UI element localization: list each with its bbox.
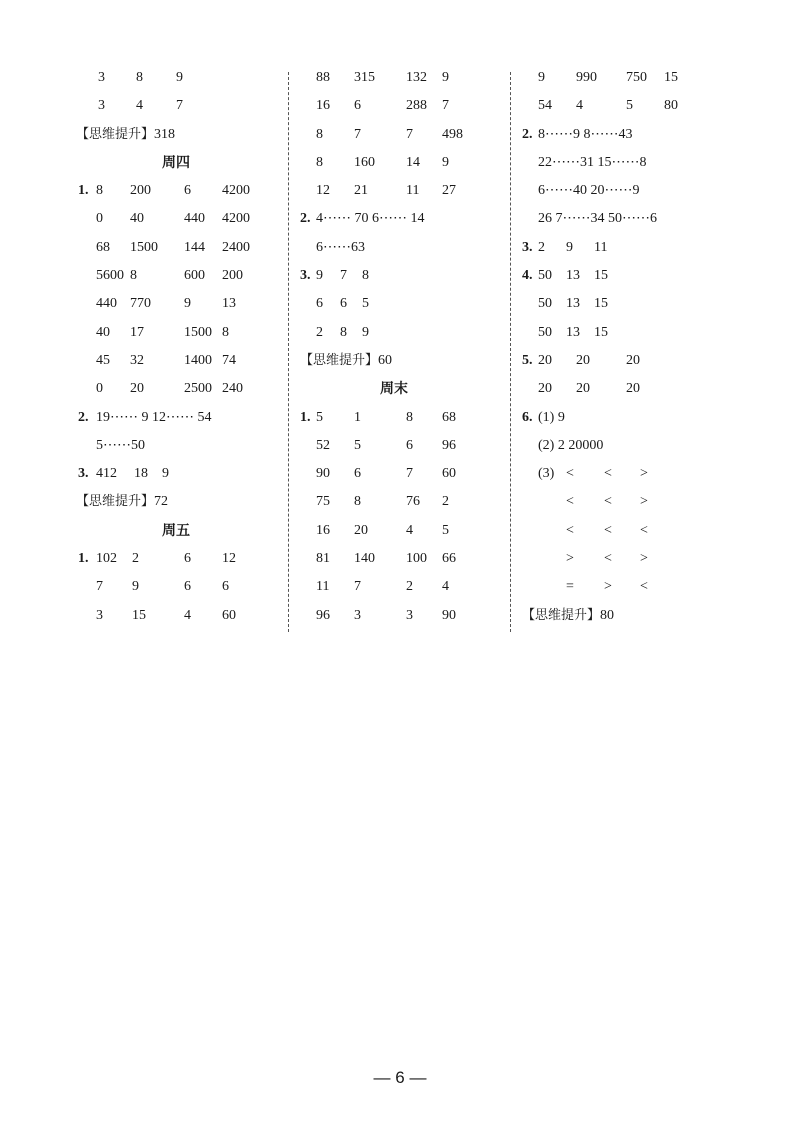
answer-column-1 (76, 64, 276, 630)
answer-row: 81 140 100 66 (316, 551, 456, 567)
answer-column-3 (522, 64, 752, 630)
answer-row: 8 7 7 498 (316, 126, 463, 142)
answer-row: 45 32 1400 74 (96, 352, 236, 368)
question-number: 5. (522, 352, 533, 368)
answer-row: 3 4 7 (98, 98, 183, 114)
question-number: 2. (522, 126, 533, 142)
answer-row: 8 160 14 9 (316, 154, 449, 170)
answer-row: 6⋯⋯63 (316, 239, 365, 255)
answer-row: 7 9 6 6 (96, 579, 229, 595)
column-separator-1 (288, 72, 289, 632)
section-heading-weekend: 周末 (380, 381, 408, 398)
answer-row: 54 4 5 80 (538, 98, 678, 114)
page-number: — 6 — (373, 1068, 427, 1087)
answer-row: 2. 19⋯⋯ 9 12⋯⋯ 54 (76, 404, 276, 432)
question-number: 2. (300, 211, 311, 227)
answer-row: 3 15 4 60 (96, 607, 236, 623)
answer-row: < < < (566, 522, 648, 538)
answer-row: 16 6 288 7 (316, 98, 449, 114)
answer-row: 2. 4⋯⋯ 70 6⋯⋯ 14 (300, 205, 500, 233)
thinking-bonus: 【思维提升】80 (522, 607, 615, 623)
answer-row: 5. 20 20 20 (522, 347, 752, 375)
answer-row: 68 1500 144 2400 (96, 239, 250, 255)
answer-row: 5600 8 600 200 (96, 268, 243, 284)
answer-row: 0 20 2500 240 (96, 381, 243, 397)
answer-row: 3. 9 7 8 (300, 262, 500, 290)
question-number: 6. (522, 409, 533, 425)
section-heading-friday: 周五 (162, 522, 190, 539)
answer-row: 5⋯⋯50 (96, 437, 145, 453)
thinking-bonus: 【思维提升】72 (76, 494, 169, 510)
answer-row: 0 40 440 4200 (96, 211, 250, 227)
answer-row: 50 13 15 (538, 296, 608, 312)
answer-row: 3. 2 9 11 (522, 234, 752, 262)
answer-row: 22⋯⋯31 15⋯⋯8 (538, 154, 647, 170)
answer-row: 88 315 132 9 (316, 70, 449, 85)
answer-row: (2) 2 20000 (538, 437, 604, 453)
answer-row: 96 3 3 90 (316, 607, 456, 623)
answer-row: 3 8 9 (98, 70, 183, 85)
answer-row: 26 7⋯⋯34 50⋯⋯6 (538, 211, 657, 227)
thinking-bonus: 【思维提升】318 (76, 126, 176, 142)
answer-column-2 (300, 64, 500, 630)
question-number: 3. (522, 239, 533, 255)
question-number: 2. (78, 409, 89, 425)
answer-row: 4. 50 13 15 (522, 262, 752, 290)
answer-row: 6. (1) 9 (522, 404, 752, 432)
answer-row: 90 6 7 60 (316, 466, 456, 482)
question-number: 1. (300, 409, 311, 425)
question-number: 3. (78, 466, 89, 482)
answer-row: < < > (566, 494, 648, 510)
answer-row: 20 20 20 (538, 381, 640, 397)
question-number: 1. (78, 551, 89, 567)
answer-row: 16 20 4 5 (316, 522, 449, 538)
answer-row: 12 21 11 27 (316, 183, 456, 199)
answer-row: 11 7 2 4 (316, 579, 449, 595)
section-heading-thursday: 周四 (162, 154, 190, 171)
answer-row: 1. 8 200 6 4200 (76, 177, 276, 205)
answer-row: 1. 5 1 8 68 (300, 404, 500, 432)
answer-row: 2. 8⋯⋯9 8⋯⋯43 (522, 121, 752, 149)
answer-row: 3. 412 18 9 (76, 460, 276, 488)
answer-row: 40 17 1500 8 (96, 324, 229, 340)
answer-row: (3) < < > (538, 466, 648, 482)
answer-row: 6 6 5 (316, 296, 369, 312)
answer-row: 440 770 9 13 (96, 296, 236, 312)
answer-row: 50 13 15 (538, 324, 608, 340)
answer-row: 9 990 750 15 (538, 70, 678, 85)
answer-row: 2 8 9 (316, 324, 369, 340)
thinking-bonus: 【思维提升】60 (300, 352, 393, 368)
answer-row: = > < (566, 579, 648, 595)
answer-row: 1. 102 2 6 12 (76, 545, 276, 573)
question-number: 3. (300, 268, 311, 284)
question-number: 1. (78, 183, 89, 199)
column-separator-2 (510, 72, 511, 632)
question-number: 4. (522, 268, 533, 284)
answer-row: 6⋯⋯40 20⋯⋯9 (538, 183, 640, 199)
answer-row: > < > (566, 551, 648, 567)
answer-row: 52 5 6 96 (316, 437, 456, 453)
answer-row: 75 8 76 2 (316, 494, 449, 510)
